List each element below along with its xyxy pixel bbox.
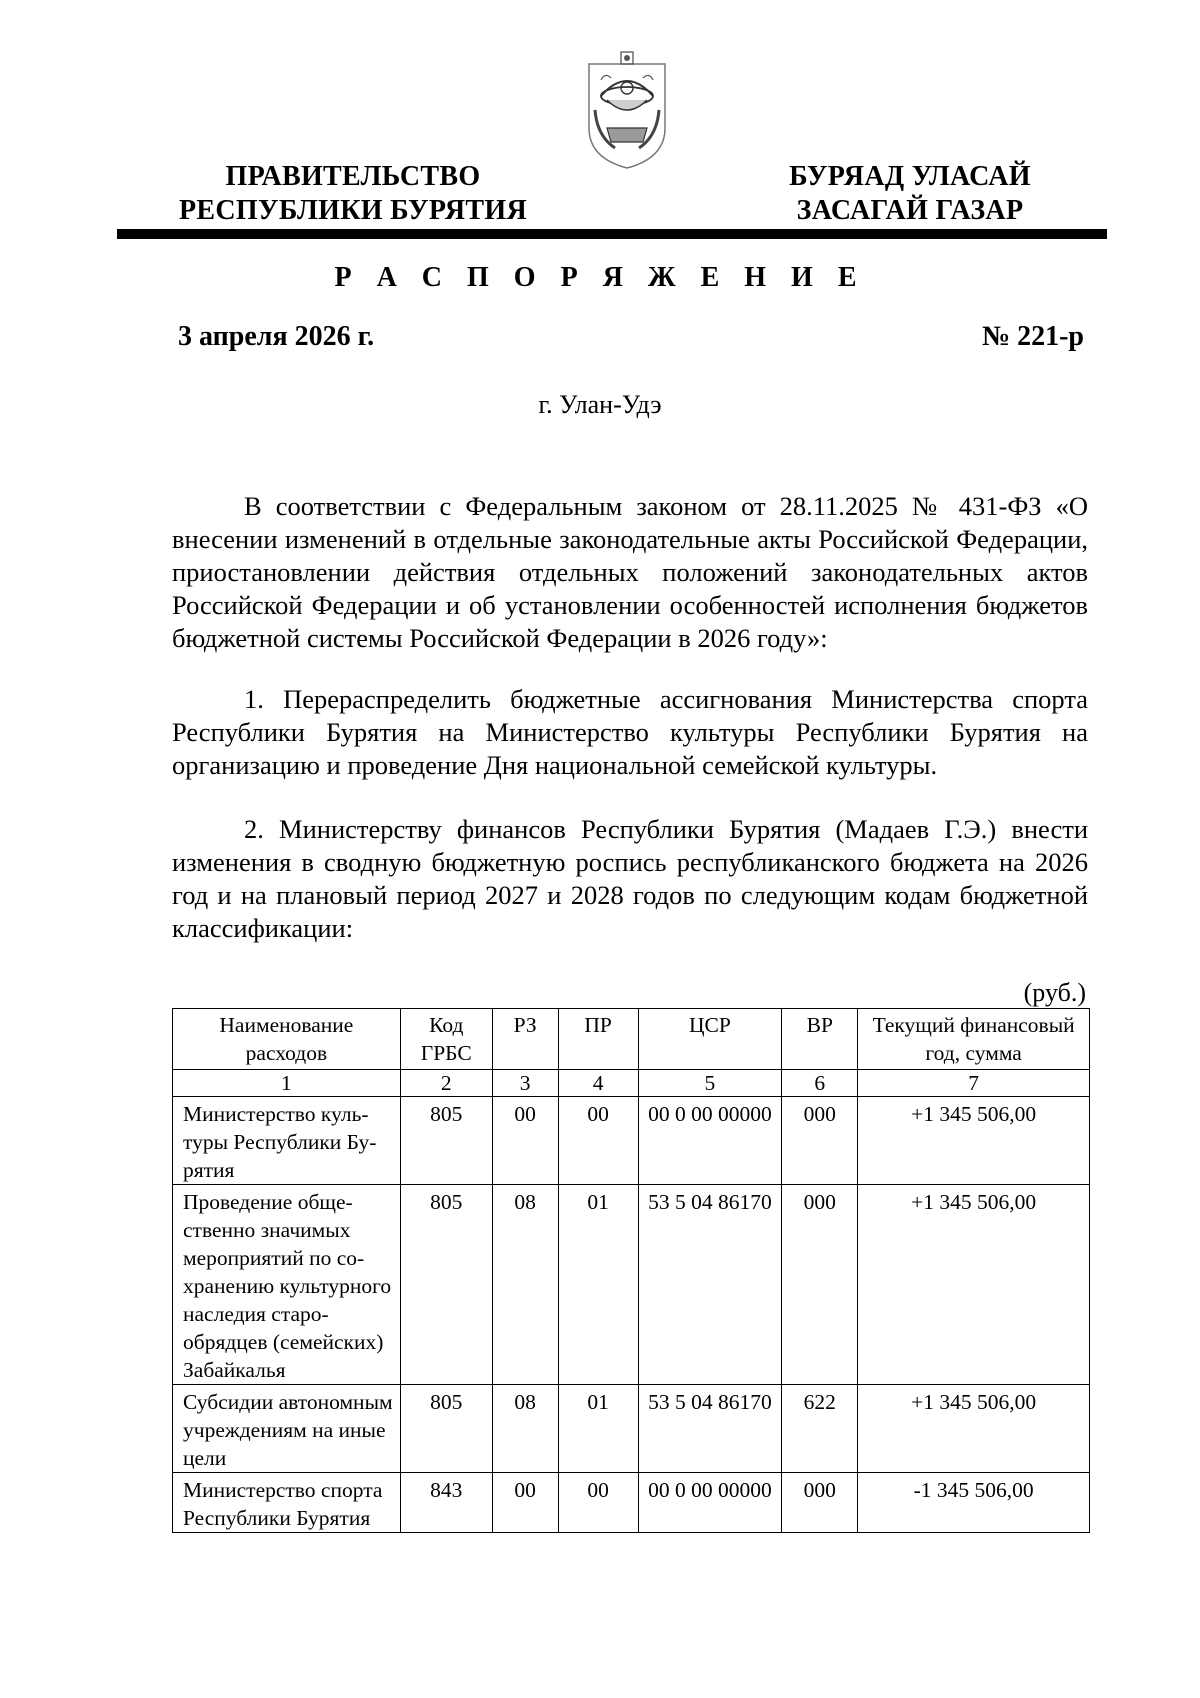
column-number: 4 [558,1070,638,1097]
header-sum: Текущий финансовый год, сумма [858,1009,1090,1070]
row-vr: 000 [782,1097,858,1185]
header-grbs: Код ГРБС [400,1009,492,1070]
government-name-buryat-line1: БУРЯАД УЛАСАЙ [789,161,1031,192]
header-rz: РЗ [492,1009,558,1070]
column-number: 3 [492,1070,558,1097]
header-pr: ПР [558,1009,638,1070]
column-number: 2 [400,1070,492,1097]
item-2-paragraph: 2. Министерству финансов Республики Бурятия (Мадаев Г.Э.) внести изменения в сводную бюджетную роспись республиканского бюджета на 2026 год и на плановый период 2027 и 2028 годов по следующим кодам бюджетной классификации: [172,814,1088,943]
row-vr: 000 [782,1185,858,1385]
government-name-buryat [760,160,1060,228]
header-vr: ВР [782,1009,858,1070]
document-city: г. Улан-Удэ [538,390,662,419]
row-csr: 00 0 00 00000 [638,1473,782,1533]
row-name: Проведение общественно значимых мероприятий по сохранению культурного наследия старообрядцев (семейских) Забайкалья [173,1185,401,1385]
document-number: № 221-р [981,321,1084,352]
government-name-line1: ПРАВИТЕЛЬСТВО [225,161,481,192]
header-name: Наименование расходов [173,1009,401,1070]
row-sum: +1 345 506,00 [858,1185,1090,1385]
column-number: 5 [638,1070,782,1097]
header-divider [117,229,1107,239]
row-csr: 00 0 00 00000 [638,1097,782,1185]
row-rz: 08 [492,1185,558,1385]
row-grbs: 805 [400,1097,492,1185]
row-csr: 53 5 04 86170 [638,1385,782,1473]
row-name: Министерство культуры Республики Бурятия [173,1097,401,1185]
row-sum: +1 345 506,00 [858,1385,1090,1473]
row-rz: 00 [492,1097,558,1185]
document-type-title: Р А С П О Р Я Ж Е Н И Е [334,262,866,293]
row-sum: +1 345 506,00 [858,1097,1090,1185]
row-grbs: 843 [400,1473,492,1533]
table-row [173,1385,1090,1473]
row-name: Субсидии автономным учреждениям на иные цели [173,1385,401,1473]
row-name: Министерство спорта Республики Бурятия [173,1473,401,1533]
row-vr: 000 [782,1473,858,1533]
row-rz: 00 [492,1473,558,1533]
column-number: 1 [173,1070,401,1097]
table-row [173,1473,1090,1533]
row-pr: 00 [558,1097,638,1185]
row-pr: 00 [558,1473,638,1533]
intro-paragraph: В соответствии с Федеральным законом от 28.11.2025 № 431-ФЗ «О внесении изменений в отдельные законодательные акты Российской Федерации, приостановлении действия отдельных положений законодательных актов Российской Федерации и об установлении особенностей исполнения бюджетов бюджетной системы Российской Федерации в 2026 году»: [172,491,1088,653]
table-row [173,1185,1090,1385]
row-rz: 08 [492,1385,558,1473]
budget-table [172,1008,1090,1533]
row-pr: 01 [558,1185,638,1385]
government-name-buryat-line2: ЗАСАГАЙ ГАЗАР [796,195,1024,226]
row-vr: 622 [782,1385,858,1473]
currency-unit-label: (руб.) [1023,978,1086,1007]
document-date: 3 апреля 2026 г. [178,321,375,352]
row-sum: -1 345 506,00 [858,1473,1090,1533]
coat-of-arms-emblem [585,50,669,170]
item-1-paragraph: 1. Перераспределить бюджетные ассигнования Министерства спорта Республики Бурятия на Министерство культуры Республики Бурятия на организацию и проведение Дня национальной семейской культуры. [172,684,1088,780]
government-name-russian [168,160,538,228]
row-grbs: 805 [400,1385,492,1473]
row-grbs: 805 [400,1185,492,1385]
column-number: 7 [858,1070,1090,1097]
government-name-line2: РЕСПУБЛИКИ БУРЯТИЯ [179,195,527,226]
row-csr: 53 5 04 86170 [638,1185,782,1385]
column-number-row [173,1070,1090,1097]
column-number: 6 [782,1070,858,1097]
header-csr: ЦСР [638,1009,782,1070]
table-row [173,1097,1090,1185]
row-pr: 01 [558,1385,638,1473]
table-header-row [173,1009,1090,1070]
